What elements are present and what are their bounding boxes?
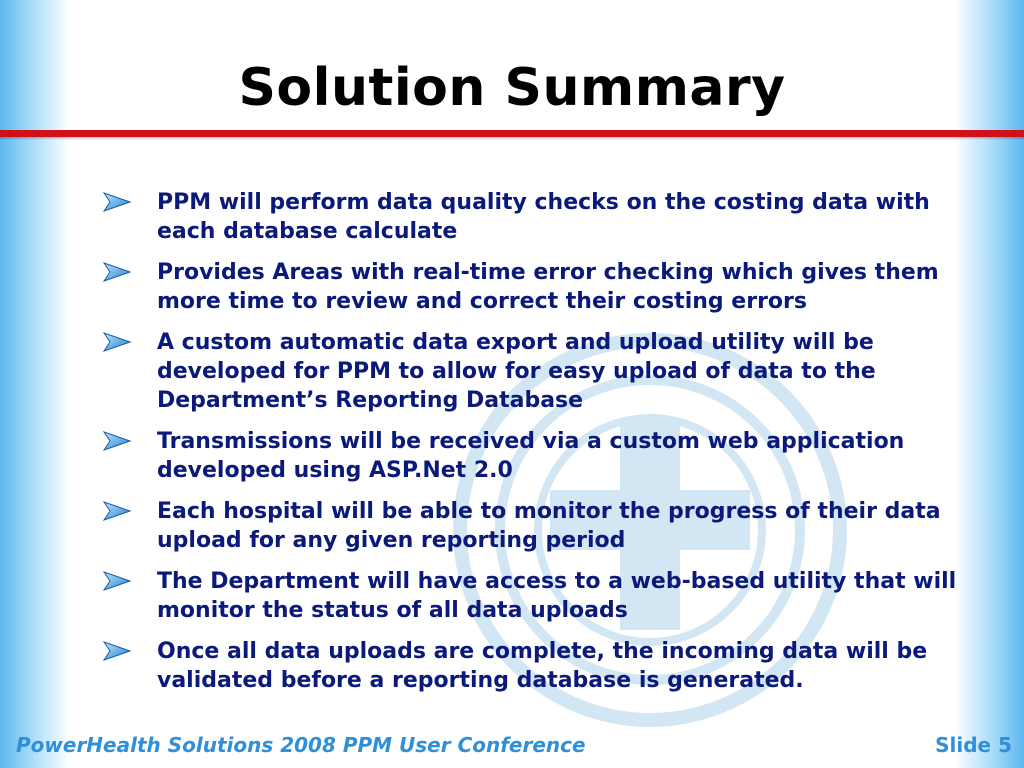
slide-title: Solution Summary: [238, 58, 786, 118]
blue-triangle-arrow-icon: [102, 191, 132, 213]
bullet-item: [100, 427, 960, 485]
title-underline-shadow: [0, 137, 1024, 140]
bullet-item: [100, 497, 960, 555]
bullet-item: [100, 328, 960, 415]
bullet-text: Each hospital will be able to monitor the progress of their data upload for any given reporting period: [157, 499, 941, 553]
footer-conference-name: PowerHealth Solutions 2008 PPM User Conference: [16, 733, 586, 757]
bullet-text: The Department will have access to a web-based utility that will monitor the status of all data uploads: [157, 569, 957, 623]
footer-slide-number: Slide 5: [935, 733, 1012, 757]
bullet-text: A custom automatic data export and upload utility will be developed for PPM to allow for easy upload of data to the Department’s Reporting Database: [157, 330, 876, 413]
bullet-text: PPM will perform data quality checks on the costing data with each database calculate: [157, 190, 930, 244]
bullet-text: Once all data uploads are complete, the incoming data will be validated before a reporting database is generated.: [157, 639, 928, 693]
bullet-item: [100, 258, 960, 316]
blue-triangle-arrow-icon: [102, 430, 132, 452]
bullet-item: [100, 637, 960, 695]
bullet-text: Provides Areas with real-time error checking which gives them more time to review and correct their costing errors: [157, 260, 939, 314]
blue-triangle-arrow-icon: [102, 640, 132, 662]
bullet-text: Transmissions will be received via a custom web application developed using ASP.Net 2.0: [157, 429, 905, 483]
bullet-item: [100, 188, 960, 246]
blue-triangle-arrow-icon: [102, 500, 132, 522]
blue-triangle-arrow-icon: [102, 261, 132, 283]
blue-triangle-arrow-icon: [102, 570, 132, 592]
bullet-item: [100, 567, 960, 625]
title-underline: [0, 130, 1024, 137]
blue-triangle-arrow-icon: [102, 331, 132, 353]
bullet-list: [100, 188, 960, 707]
